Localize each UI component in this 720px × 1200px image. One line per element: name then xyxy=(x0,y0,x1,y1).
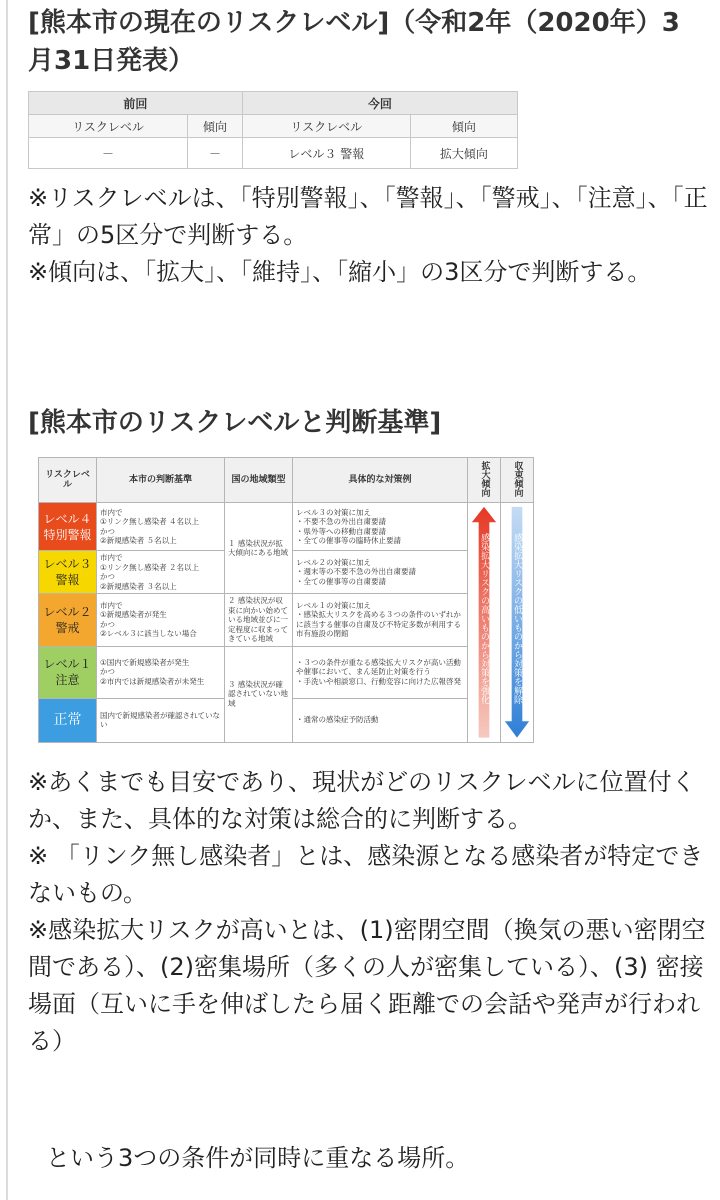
header-city: 本市の判断基準 xyxy=(97,458,225,503)
normal-criteria: 国内で新規感染者が確認されていない xyxy=(97,698,225,742)
level-3-criteria: 市内で ①リンク無し感染者 ２名以上 かつ ②新規感染者 ３名以上 xyxy=(97,551,225,594)
col-risk-prev: リスクレベル xyxy=(29,115,188,138)
current-risk-heading: [熊本市の現在のリスクレベル]（令和2年（2020年）3月31日発表） xyxy=(28,8,680,76)
curr-trend-value: 拡大傾向 xyxy=(410,138,517,169)
prev-trend-value: － xyxy=(188,138,243,169)
header-shrink: 収束傾向 xyxy=(501,458,534,503)
level-1-measures: ・３つの条件が重なる感染拡大リスクが高い活動や催事において、まん延防止対策を行う ・手洗いや相談窓口、行動変容に向けた広報啓発 xyxy=(293,646,468,698)
left-border xyxy=(6,0,8,1200)
normal-level-cell: 正常 xyxy=(39,698,97,742)
header-measures: 具体的な対策例 xyxy=(293,458,468,503)
col-trend-curr: 傾向 xyxy=(410,115,517,138)
criteria-heading: [熊本市のリスクレベルと判断基準] xyxy=(28,408,442,438)
prev-risk-value: － xyxy=(29,138,188,169)
level-1-cell: レベル１ 注意 xyxy=(39,646,97,698)
level-3-measures: レベル２の対策に加え ・週末等の不要不急の外出自粛要請 ・全ての催事等の自粛要請 xyxy=(293,551,468,594)
shrink-arrow-cell xyxy=(501,503,534,743)
level-4-measures: レベル３の対策に加え ・不要不急の外出自粛要請 ・県外等への移動自粛要請 ・全ての催事等の臨時休止要請 xyxy=(293,503,468,551)
current-risk-table xyxy=(28,91,518,169)
criteria-notes xyxy=(28,764,708,1060)
level-2-measures: レベル１の対策に加え ・感染拡大リスクを高める３つの条件のいずれかに該当する催事の自粛及び不特定多数が利用する市有施設の閉館 xyxy=(293,594,468,647)
curr-header: 今回 xyxy=(242,92,517,115)
col-risk-curr: リスクレベル xyxy=(242,115,410,138)
note-trend: ※傾向は、「拡大」、「維持」、「縮小」の3区分で判断する。 xyxy=(28,258,652,286)
level-3-cell: レベル３ 警報 xyxy=(39,551,97,594)
level-2-cell: レベル２ 警戒 xyxy=(39,594,97,647)
note-three-conditions: ※感染拡大リスクが高いとは、(1)密閉空間（換気の悪い密閉空間である）、(2)密集場所（多くの人が密集している）、(3) 密接場面（互いに手を伸ばしたら届く距離での会話や発声が行われる） xyxy=(28,916,706,1055)
prev-header: 前回 xyxy=(29,92,243,115)
col-trend-prev: 傾向 xyxy=(188,115,243,138)
curr-risk-value: レベル３ 警報 xyxy=(242,138,410,169)
level-1-criteria: ①国内で新規感染者が発生 かつ ②市内では新規感染者が未発生 xyxy=(97,646,225,698)
note-closing: という3つの条件が同時に重なる場所。 xyxy=(46,1144,470,1172)
shrink-arrow-label: 感染拡大リスクの低いものから対策を解除 xyxy=(512,533,522,704)
national-type-2: ２ 感染状況が収束に向かい始めている地域並びに一定程度に収まってきている地域 xyxy=(225,594,293,647)
header-national: 国の地域類型 xyxy=(225,458,293,503)
note-guideline: ※あくまでも目安であり、現状がどのリスクレベルに位置付くか、また、具体的な対策は総合的に判断する。 xyxy=(28,768,696,833)
level-4-cell: レベル４ 特別警報 xyxy=(39,503,97,551)
header-expand: 拡大傾向 xyxy=(468,458,501,503)
level-4-criteria: 市内で ①リンク無し感染者 ４名以上 かつ ②新規感染者 ５名以上 xyxy=(97,503,225,551)
national-type-1: １ 感染状況が拡大傾向にある地域 xyxy=(225,503,293,594)
risk-notes xyxy=(28,180,708,291)
national-type-3: ３ 感染状況が確認されていない地域 xyxy=(225,646,293,742)
header-level: リスクレベル xyxy=(39,458,97,503)
expand-arrow-cell xyxy=(468,503,501,743)
expand-arrow-label: 感染拡大リスクの高いものから対策を強化 xyxy=(479,533,489,704)
level-2-criteria: 市内で ①新規感染者が発生 かつ ②レベル３に該当しない場合 xyxy=(97,594,225,647)
criteria-table xyxy=(38,457,533,744)
note-unlinked: ※ 「リンク無し感染者」とは、感染源となる感染者が特定できないもの。 xyxy=(28,842,704,907)
note-risk-levels: ※リスクレベルは、「特別警報」、「警報」、「警戒」、「注意」、「正常」の5区分で判断する。 xyxy=(28,184,708,249)
normal-measures: ・通常の感染症予防活動 xyxy=(293,698,468,742)
